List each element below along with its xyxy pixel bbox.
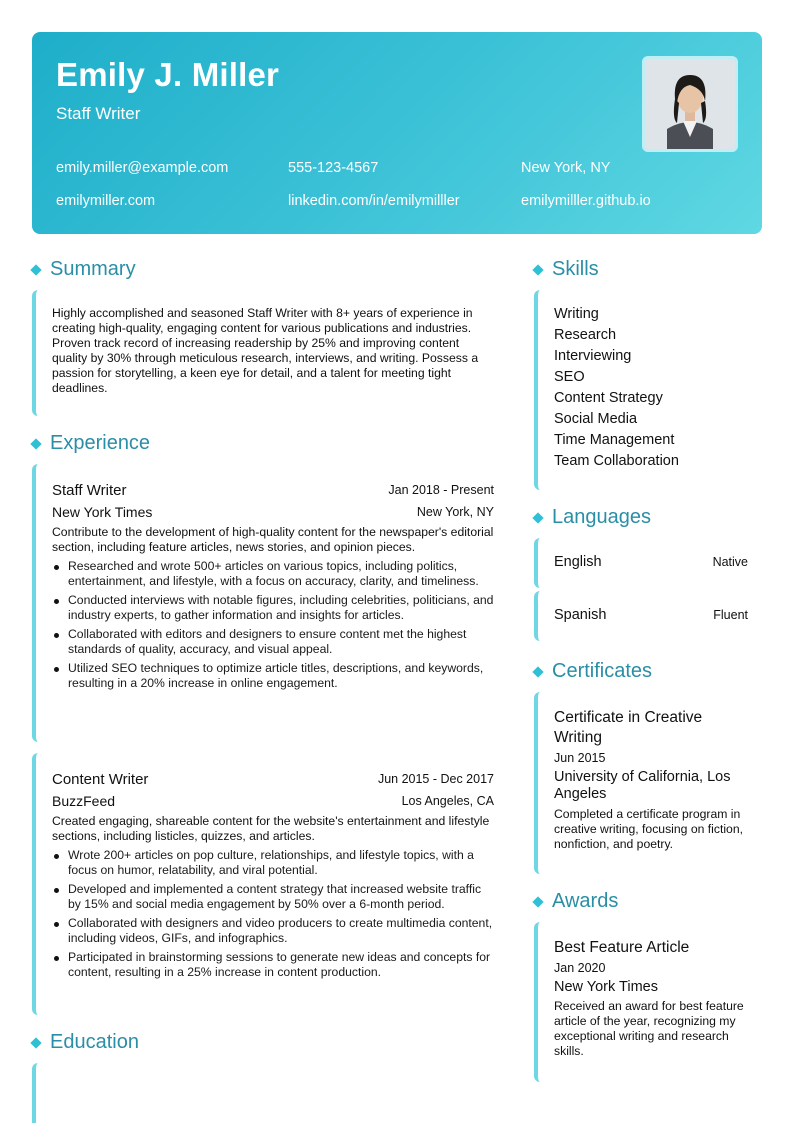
portrait-image [645,59,735,149]
profile-photo [642,56,738,152]
award-title: Best Feature Article [554,939,690,956]
language-item [534,591,762,641]
skill-item: Time Management [554,432,675,448]
education-heading [32,1031,139,1054]
diamond-icon [30,1037,41,1048]
experience-heading-label: Experience [50,432,151,454]
award-date: Jan 2020 [554,961,606,975]
award-item [534,922,762,1082]
language-item [534,538,762,588]
job-location: Los Angeles, CA [401,794,494,808]
skill-item: SEO [554,369,585,385]
education-heading-label: Education [50,1031,139,1053]
certificate-description: Completed a certificate program in creative writing, focusing on fiction, nonfiction, and poetry. [554,807,743,851]
job-title: Content Writer [52,771,149,788]
phone-text: 555-123-4567 [288,160,379,176]
experience-heading [32,432,150,455]
diamond-icon [30,264,41,275]
skill-item: Team Collaboration [554,453,679,469]
certificates-heading [534,660,652,683]
job-company: New York Times [52,504,153,520]
skills-heading-label: Skills [552,258,599,280]
location-text: New York, NY [521,160,611,176]
award-organization: New York Times [554,979,658,995]
language-level: Fluent [713,608,748,622]
diamond-icon [532,264,543,275]
certificate-title: Certificate in Creative Writing [554,709,703,746]
list-item: Collaborated with editors and designers to ensure content met the highest standards of quality, accuracy, and visual appeal. [52,627,494,657]
certificate-institution: University of California, Los Angeles [554,769,731,802]
award-description: Received an award for best feature article of the year, recognizing my exceptional writing and research skills. [554,999,744,1058]
job-location: New York, NY [416,505,494,519]
list-item: Wrote 200+ articles on pop culture, relationships, and lifestyle topics, with a focus on humor, relatability, and viral potential. [52,848,494,878]
summary-heading-label: Summary [50,258,136,280]
languages-heading [534,506,651,529]
skills-block [534,290,762,490]
skill-item: Content Strategy [554,390,663,406]
job-dates: Jan 2018 - Present [388,483,494,497]
list-item: Participated in brainstorming sessions to generate new ideas and concepts for content, resulting in a 25% increase in content production. [52,950,494,980]
certificate-item [534,692,762,874]
skill-item: Interviewing [554,348,632,364]
candidate-title: Staff Writer [56,104,141,123]
github-link[interactable]: emilymilller.github.io [521,193,651,209]
list-item: Conducted interviews with notable figures, including celebrities, politicians, and industry experts, to gather information and insights for articles. [52,593,494,623]
experience-item [32,753,504,1015]
skill-item: Writing [554,306,599,322]
job-dates: Jun 2015 - Dec 2017 [377,772,494,786]
linkedin-link[interactable]: linkedin.com/in/emilymilller [288,193,460,209]
job-title: Staff Writer [52,482,127,499]
job-bullets [52,848,494,980]
diamond-icon [532,896,543,907]
list-item: Researched and wrote 500+ articles on various topics, including politics, entertainment, and lifestyle, with a focus on accuracy, clarity, and timeliness. [52,559,494,589]
language-name: English [554,554,602,570]
candidate-name: Emily J. Miller [56,56,280,93]
language-name: Spanish [554,607,607,623]
list-item: Utilized SEO techniques to optimize article titles, descriptions, and keywords, resulting in a 20% increase in online engagement. [52,661,494,691]
diamond-icon [532,666,543,677]
diamond-icon [532,512,543,523]
job-bullets [52,559,494,691]
certificate-date: Jun 2015 [554,751,606,765]
resume-header [32,32,762,234]
skill-item: Social Media [554,411,638,427]
awards-heading [534,890,618,913]
email-link[interactable]: emily.miller@example.com [56,160,229,176]
job-company: BuzzFeed [52,793,116,809]
list-item: Collaborated with designers and video producers to create multimedia content, including videos, GIFs, and infographics. [52,916,494,946]
list-item: Developed and implemented a content strategy that increased website traffic by 15% and social media engagement by 50% over a 6-month period. [52,882,494,912]
website-link[interactable]: emilymiller.com [56,193,156,209]
job-description: Contribute to the development of high-quality content for the newspaper's editorial section, including feature articles, news stories, and opinion pieces. [52,525,494,554]
languages-heading-label: Languages [552,506,651,528]
language-level: Native [712,555,748,569]
skills-heading [534,258,599,281]
education-block [32,1063,504,1123]
job-description: Created engaging, shareable content for the website's entertainment and lifestyle sections, including listicles, quizzes, and articles. [52,814,490,843]
awards-heading-label: Awards [552,890,619,912]
diamond-icon [30,438,41,449]
summary-block [32,290,504,416]
summary-text: Highly accomplished and seasoned Staff Writer with 8+ years of experience in creating high-quality, engaging content for various publications and industries. Proven track record of increasing readership by 25% and improving content quality by 30% through meticulous research, interviews, and writing. Possess a passion for storytelling, a keen eye for detail, and a talent for meeting tight deadlines. [52,306,479,395]
experience-item [32,464,504,742]
certificates-heading-label: Certificates [552,660,653,682]
skill-item: Research [554,327,617,343]
summary-heading [32,258,136,281]
